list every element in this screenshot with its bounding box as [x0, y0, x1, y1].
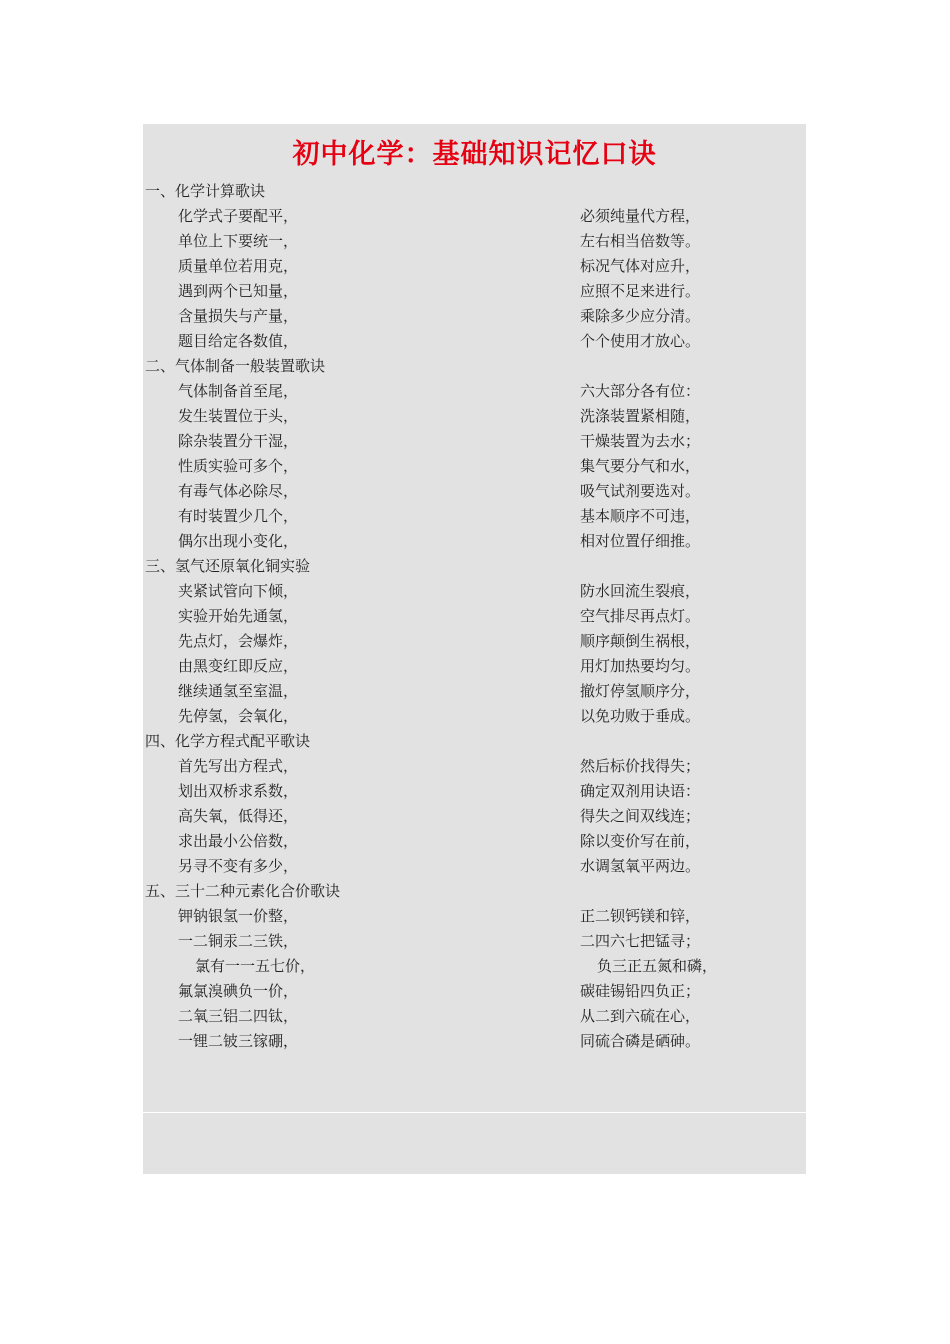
section-heading: 四、化学方程式配平歌诀	[145, 732, 311, 750]
verse-line	[143, 679, 806, 704]
verse-left: 高失氧，低得还，	[178, 807, 299, 825]
verse-left: 氟氯溴碘负一价，	[178, 982, 299, 1000]
verse-line	[143, 504, 806, 529]
verse-left: 由黑变红即反应，	[178, 657, 299, 675]
verse-right: 基本顺序不可违，	[580, 507, 701, 525]
verse-left: 求出最小公倍数，	[178, 832, 299, 850]
verse-line	[143, 204, 806, 229]
verse-left: 二氧三铝二四钛，	[178, 1007, 299, 1025]
verse-left: 有时装置少几个，	[178, 507, 299, 525]
verse-left: 划出双桥求系数，	[178, 782, 299, 800]
verse-left: 实验开始先通氢，	[178, 607, 299, 625]
verse-right: 吸气试剂要选对。	[580, 482, 701, 500]
verse-right: 左右相当倍数等。	[580, 232, 701, 250]
section-heading: 五、三十二种元素化合价歌诀	[145, 882, 341, 900]
verse-right: 然后标价找得失；	[580, 757, 701, 775]
verse-line	[143, 954, 806, 979]
verse-line	[143, 804, 806, 829]
verse-line	[143, 579, 806, 604]
verse-line	[143, 454, 806, 479]
verse-right: 撤灯停氢顺序分，	[580, 682, 701, 700]
verse-right: 用灯加热要均匀。	[580, 657, 701, 675]
page-title: 初中化学：基础知识记忆口诀	[292, 139, 657, 170]
verse-line	[143, 379, 806, 404]
verse-right: 标况气体对应升，	[580, 257, 701, 275]
verse-left: 含量损失与产量，	[178, 307, 299, 325]
verse-left: 一锂二铍三镓硼，	[178, 1032, 299, 1050]
verse-left: 偶尔出现小变化，	[178, 532, 299, 550]
verse-right: 个个使用才放心。	[580, 332, 701, 350]
verse-line	[143, 654, 806, 679]
verse-line	[143, 329, 806, 354]
section-heading: 三、氢气还原氧化铜实验	[145, 557, 311, 575]
verse-line	[143, 604, 806, 629]
section-heading: 二、气体制备一般装置歌诀	[145, 357, 326, 375]
verse-line	[143, 529, 806, 554]
verse-line	[143, 979, 806, 1004]
verse-right: 集气要分气和水，	[580, 457, 701, 475]
verse-right: 除以变价写在前，	[580, 832, 701, 850]
verse-left: 质量单位若用克，	[178, 257, 299, 275]
verse-left: 发生装置位于头，	[178, 407, 299, 425]
verse-line	[143, 479, 806, 504]
verse-line	[143, 779, 806, 804]
verse-right: 从二到六硫在心，	[580, 1007, 701, 1025]
verse-right: 干燥装置为去水；	[580, 432, 701, 450]
verse-left: 氯有一一五七价，	[195, 957, 316, 975]
verse-left: 夹紧试管向下倾，	[178, 582, 299, 600]
verse-left: 一二铜汞二三铁，	[178, 932, 299, 950]
verse-line	[143, 629, 806, 654]
verse-left: 首先写出方程式，	[178, 757, 299, 775]
verse-line	[143, 829, 806, 854]
verse-left: 遇到两个已知量，	[178, 282, 299, 300]
verse-left: 钾钠银氢一价整，	[178, 907, 299, 925]
verse-left: 化学式子要配平，	[178, 207, 299, 225]
verse-right: 碳硅锡铅四负正；	[580, 982, 701, 1000]
verse-line	[143, 404, 806, 429]
verse-line	[143, 1029, 806, 1054]
verse-left: 先点灯，会爆炸，	[178, 632, 299, 650]
verse-right: 正二钡钙镁和锌，	[580, 907, 701, 925]
verse-left: 有毒气体必除尽，	[178, 482, 299, 500]
verse-right: 以免功败于垂成。	[580, 707, 701, 725]
verse-right: 同硫合磷是硒砷。	[580, 1032, 701, 1050]
verse-left: 性质实验可多个，	[178, 457, 299, 475]
verse-line	[143, 429, 806, 454]
verse-right: 确定双剂用诀语：	[580, 782, 701, 800]
verse-line	[143, 1004, 806, 1029]
verse-right: 应照不足来进行。	[580, 282, 701, 300]
verse-line	[143, 929, 806, 954]
verse-line	[143, 254, 806, 279]
verse-line	[143, 854, 806, 879]
verse-line	[143, 279, 806, 304]
verse-left: 单位上下要统一，	[178, 232, 299, 250]
verse-line	[143, 904, 806, 929]
verse-line	[143, 229, 806, 254]
verse-line	[143, 704, 806, 729]
verse-right: 二四六七把锰寻；	[580, 932, 701, 950]
verse-right: 防水回流生裂痕，	[580, 582, 701, 600]
verse-line	[143, 304, 806, 329]
verse-line	[143, 754, 806, 779]
verse-right: 洗涤装置紧相随，	[580, 407, 701, 425]
verse-right: 相对位置仔细推。	[580, 532, 701, 550]
verse-right: 水调氢氧平两边。	[580, 857, 701, 875]
document-footer-band	[143, 1113, 806, 1174]
verse-left: 除杂装置分干湿，	[178, 432, 299, 450]
verse-left: 气体制备首至尾，	[178, 382, 299, 400]
verse-right: 空气排尽再点灯。	[580, 607, 701, 625]
verse-right: 必须纯量代方程，	[580, 207, 701, 225]
verse-left: 题目给定各数值，	[178, 332, 299, 350]
verse-left: 继续通氢至室温，	[178, 682, 299, 700]
verse-left: 先停氢，会氧化，	[178, 707, 299, 725]
mnemonic-content	[143, 179, 806, 1054]
verse-right: 乘除多少应分清。	[580, 307, 701, 325]
verse-right: 得失之间双线连；	[580, 807, 701, 825]
verse-left: 另寻不变有多少，	[178, 857, 299, 875]
verse-right: 六大部分各有位：	[580, 382, 701, 400]
section-heading: 一、化学计算歌诀	[145, 182, 266, 200]
verse-right: 顺序颠倒生祸根，	[580, 632, 701, 650]
verse-right: 负三正五氮和磷，	[597, 957, 718, 975]
